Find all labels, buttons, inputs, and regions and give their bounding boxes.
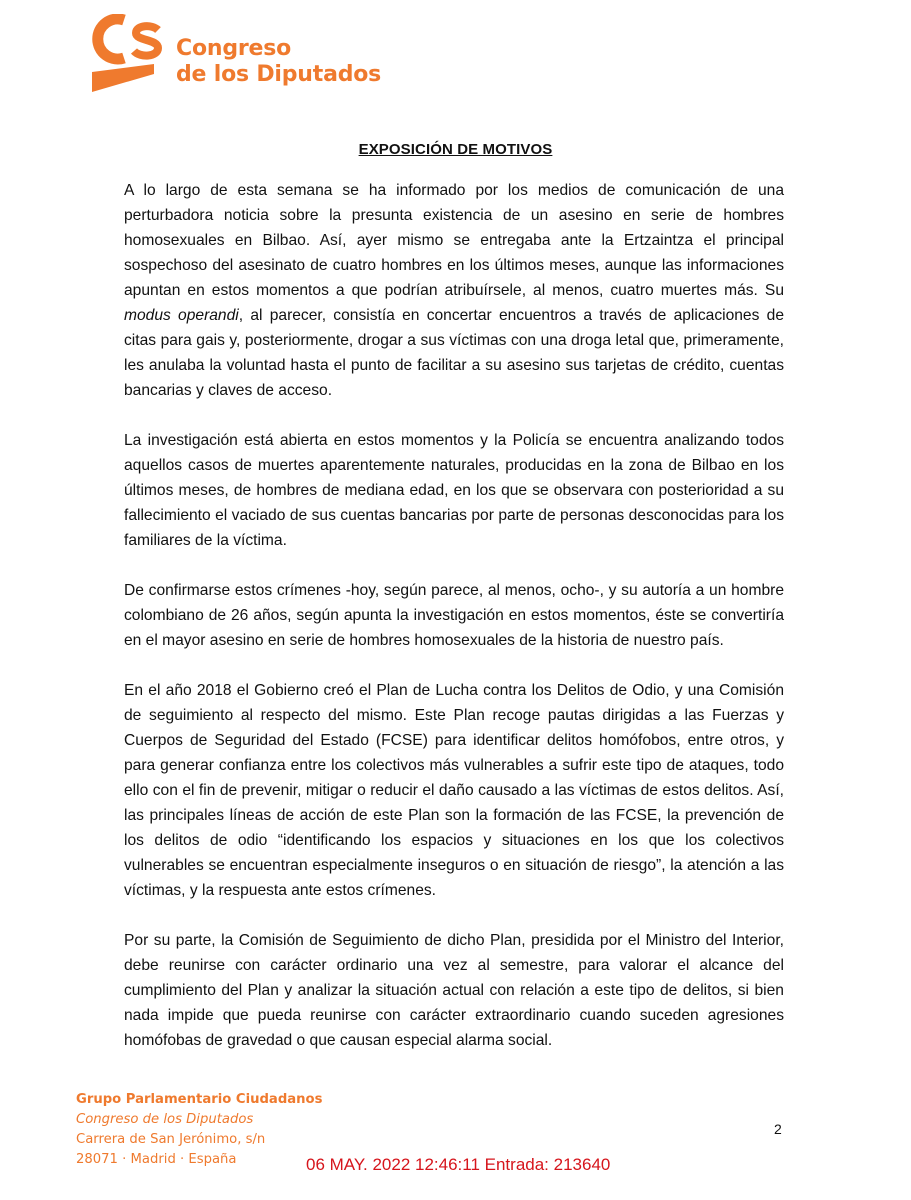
paragraph-1-part-b: , al parecer, consistía en concertar encuentros a través de aplicaciones de citas para gais y, posteriormente, drogar a sus víctimas con una droga letal que, primeramente, les anulaba la voluntad hasta el punto de facilitar a su asesino sus tarjetas de crédito, cuentas bancarias y claves de acceso. xyxy=(124,307,784,399)
footer-street: Carrera de San Jerónimo, s/n xyxy=(76,1132,266,1147)
page-number: 2 xyxy=(774,1121,782,1137)
logo-line-1: Congreso xyxy=(176,36,292,61)
cs-logo xyxy=(92,14,392,94)
paragraph-5: Por su parte, la Comisión de Seguimiento de dicho Plan, presidida por el Ministro del Interior, debe reunirse con carácter ordinario una vez al semestre, para valorar el alcance del cumplimiento del Plan y analizar la situación actual con relación a este tipo de delitos, si bien nada impide que pueda reunirse con carácter extraordinario cuando suceden agresiones homófobas de gravedad o que causan especial alarma social. xyxy=(124,932,784,1049)
registry-stamp: 06 MAY. 2022 12:46:11 Entrada: 213640 xyxy=(306,1155,611,1174)
paragraph-1-part-a: A lo largo de esta semana se ha informado por los medios de comunicación de una perturbadora noticia sobre la presunta existencia de un asesino en serie de hombres homosexuales en Bilbao. Así, ayer mismo se entregaba ante la Ertzaintza el principal sospechoso del asesinato de cuatro hombres en los últimos meses, aunque las informaciones apuntan en estos momentos a que podrían atribuírsele, al menos, cuatro muertes más. Su xyxy=(124,182,784,299)
paragraph-1-italic: modus operandi xyxy=(124,307,239,324)
paragraph-2: La investigación está abierta en estos momentos y la Policía se encuentra analizando todos aquellos casos de muertes aparentemente naturales, producidas en la zona de Bilbao en los últimos meses, de hombres de mediana edad, en los que se observara con posterioridad a su fallecimiento el vaciado de sus cuentas bancarias por parte de personas desconocidas para los familiares de la víctima. xyxy=(124,432,784,549)
paragraph-1 xyxy=(124,178,784,403)
document-title: EXPOSICIÓN DE MOTIVOS xyxy=(358,141,553,158)
document-body xyxy=(124,178,784,1078)
logo-wordmark xyxy=(176,36,381,88)
paragraph-4: En el año 2018 el Gobierno creó el Plan de Lucha contra los Delitos de Odio, y una Comisión de seguimiento al respecto del mismo. Este Plan recoge pautas dirigidas a las Fuerzas y Cuerpos de Seguridad del Estado (FCSE) para identificar delitos homófobos, entre otros, y para generar confianza entre los colectivos más vulnerables a sufrir este tipo de ataques, todo ello con el fin de prevenir, mitigar o reducir el daño causado a las víctimas de estos delitos. Así, las principales líneas de acción de este Plan son la formación de las FCSE, la prevención de los delitos de odio “identificando los espacios y situaciones en los que los colectivos vulnerables se encuentran especialmente inseguros o en situación de riesgo”, la atención a las víctimas, y la respuesta ante estos crímenes. xyxy=(124,682,784,899)
logo-line-2: de los Diputados xyxy=(176,62,382,87)
cs-logo-icon xyxy=(92,14,162,94)
paragraph-3: De confirmarse estos crímenes -hoy, según parece, al menos, ocho-, y su autoría a un hombre colombiano de 26 años, según apunta la investigación en estos momentos, éste se convertiría en el mayor asesino en serie de hombres homosexuales de la historia de nuestro país. xyxy=(124,582,784,649)
footer-address xyxy=(76,1090,322,1170)
footer-congress: Congreso de los Diputados xyxy=(76,1112,254,1127)
footer-city: 28071 · Madrid · España xyxy=(76,1152,237,1167)
footer-group-name: Grupo Parlamentario Ciudadanos xyxy=(76,1092,323,1107)
